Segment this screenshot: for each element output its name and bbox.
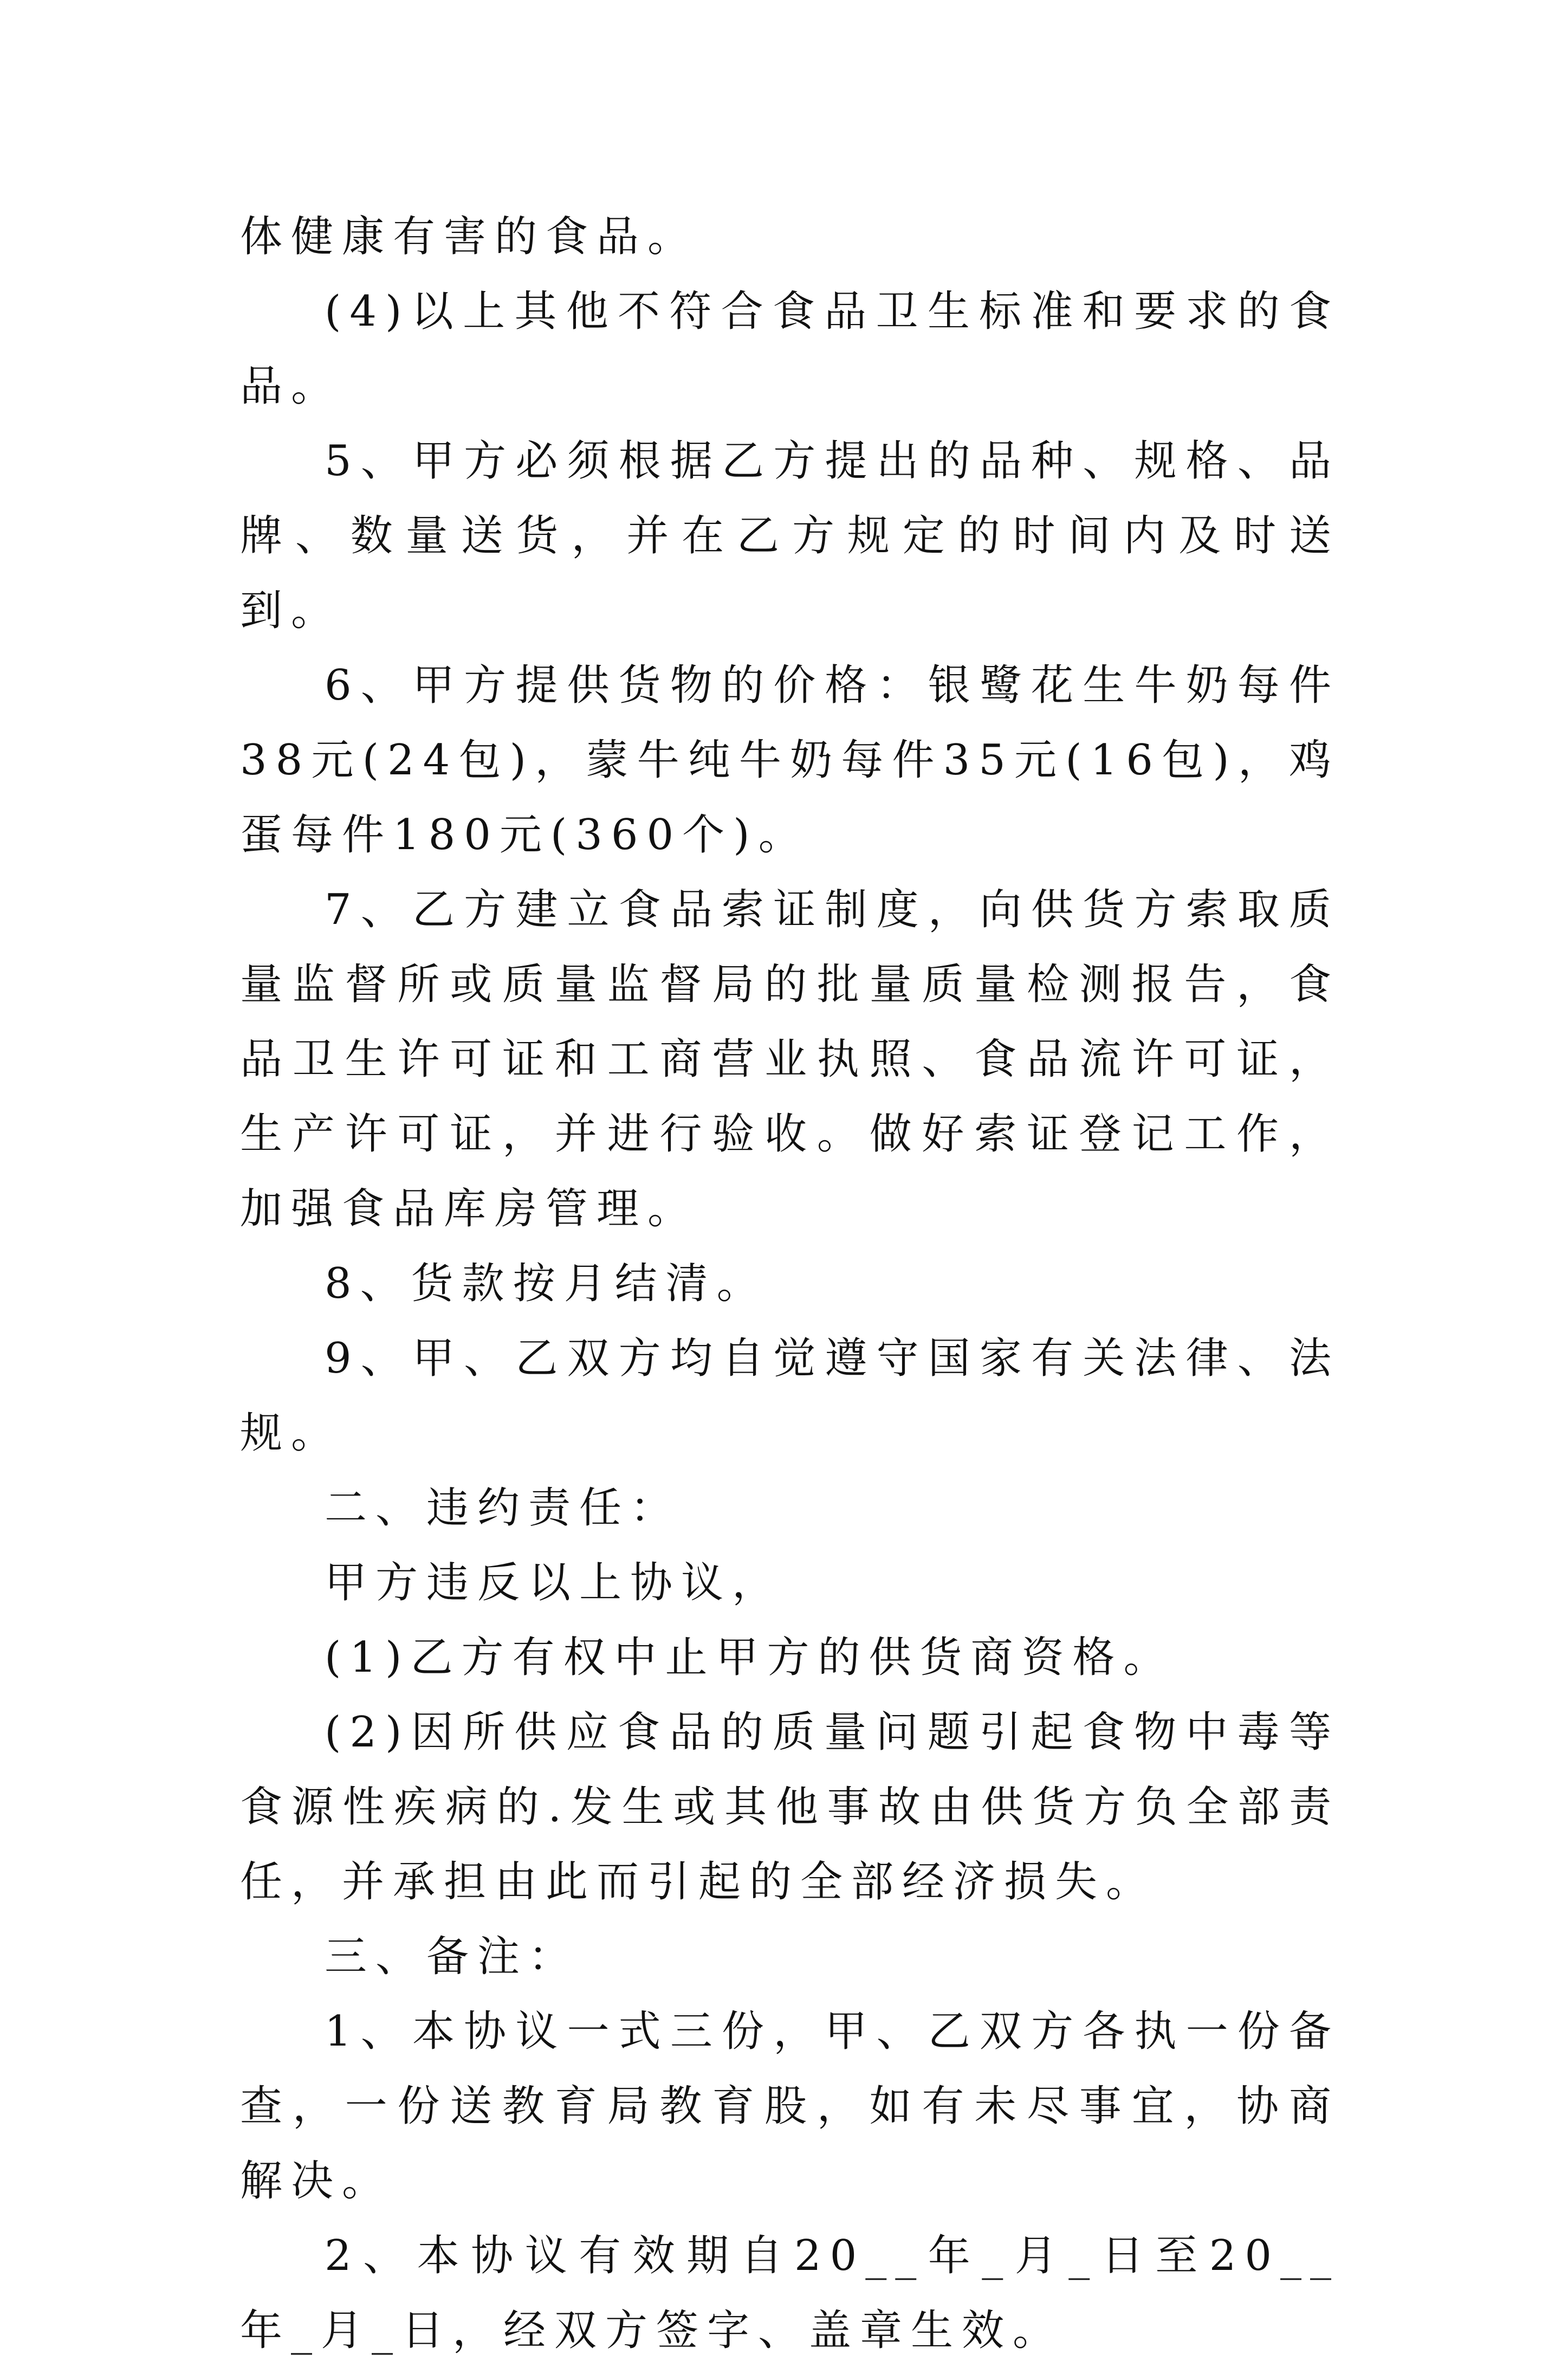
paragraph-clause-6: 6、甲方提供货物的价格：银鹭花生牛奶每件38元(24包)，蒙牛纯牛奶每件35元(16包)，鸡蛋每件180元(360个)。 <box>240 661 1340 859</box>
section-heading-breach: 二、违约责任： <box>325 1484 682 1532</box>
paragraph-clause-9: 9、甲、乙双方均自觉遵守国家有关法律、法规。 <box>240 1334 1340 1458</box>
paragraph-continuation: 体健康有害的食品。 <box>240 212 699 261</box>
section-heading-remarks: 三、备注： <box>325 1932 580 1981</box>
paragraph-clause-7: 7、乙方建立食品索证制度，向供货方索取质量监督所或质量监督局的批量质量检测报告，食品卫生许可证和工商营业执照、食品流许可证，生产许可证，并进行验收。做好索证登记工作，加强食品库房管理。 <box>240 885 1340 1233</box>
paragraph-clause-8: 8、货款按月结清。 <box>325 1259 768 1308</box>
paragraph-breach-intro: 甲方违反以上协议， <box>325 1558 783 1607</box>
paragraph-breach-2: (2)因所供应食品的质量问题引起食物中毒等食源性疾病的.发生或其他事故由供货方负全部责任，并承担由此而引起的全部经济损失。 <box>240 1708 1340 1906</box>
paragraph-remarks-1: 1、本协议一式三份，甲、乙双方各执一份备查，一份送教育局教育股，如有未尽事宜，协商解决。 <box>240 2007 1340 2205</box>
paragraph-item-4: (4)以上其他不符合食品卫生标准和要求的食品。 <box>240 287 1340 411</box>
paragraph-clause-5: 5、甲方必须根据乙方提出的品种、规格、品牌、数量送货，并在乙方规定的时间内及时送到。 <box>240 437 1340 635</box>
paragraph-breach-1: (1)乙方有权中止甲方的供货商资格。 <box>325 1633 1175 1682</box>
document-body <box>240 199 1340 2368</box>
paragraph-remarks-2: 2、本协议有效期自20__年_月_日至20__年_月_日，经双方签字、盖章生效。 <box>240 2231 1340 2355</box>
